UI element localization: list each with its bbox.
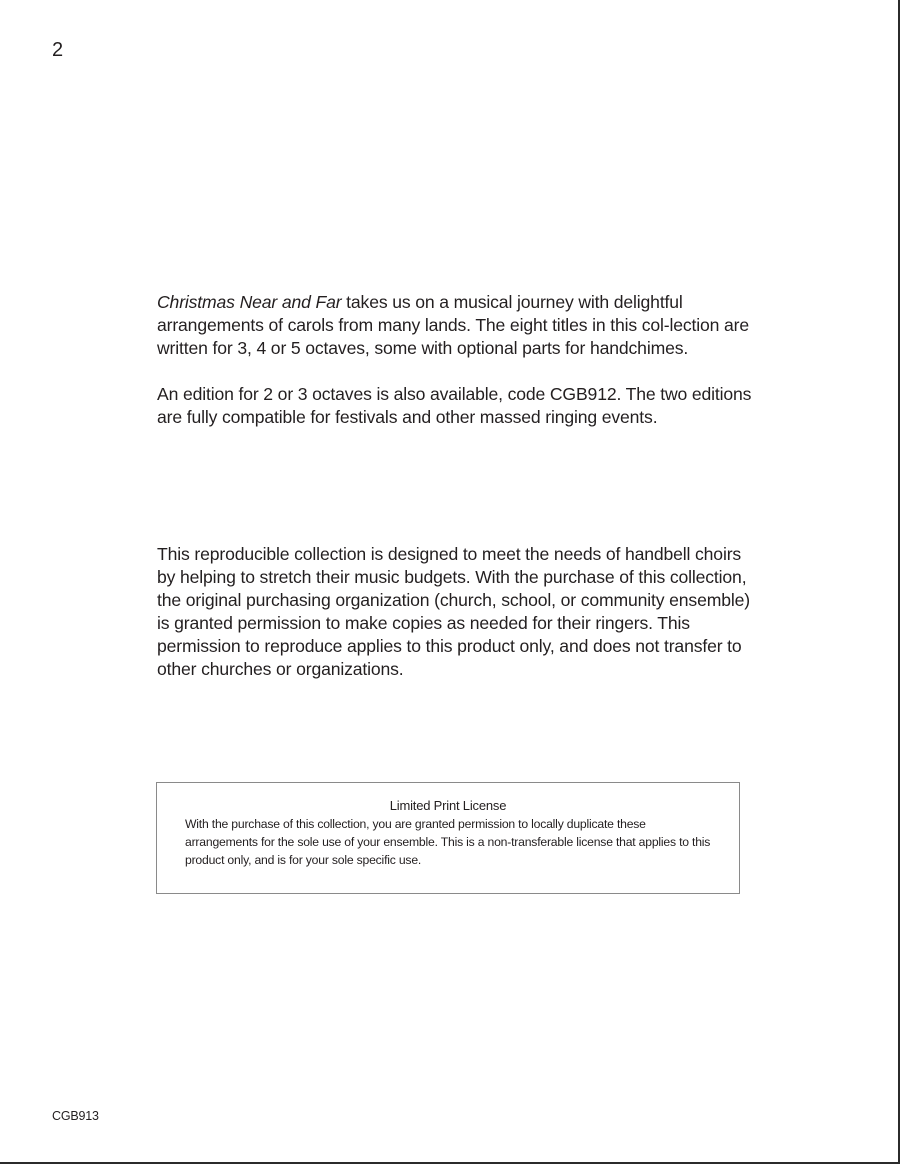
reproducible-paragraph: This reproducible collection is designed to meet the needs of handbell choirs by helping to stretch their music budgets. With the purchase of this collection, the original purchasing organization (church, school, or community ensemble) is granted permission to make copies as needed for their ringers. This permission to reproduce applies to this product only, and does not transfer to other churches or organizations. — [157, 544, 750, 679]
license-title: Limited Print License — [389, 798, 507, 813]
page-number: 2 — [52, 39, 64, 61]
intro-section — [157, 291, 757, 429]
intro-paragraph-1 — [157, 291, 757, 360]
collection-title: Christmas Near and Far — [157, 292, 342, 312]
license-text: With the purchase of this collection, you are granted permission to locally duplicate these arrangements for the sole use of your ensemble. This is a non-transferable license that applies to this product only, and is for your sole specific use. — [185, 817, 711, 867]
intro-paragraph-2: An edition for 2 or 3 octaves is also available, code CGB912. The two editions are fully compatible for festivals and other massed ringing events. — [157, 384, 752, 427]
reproducible-section — [157, 543, 757, 681]
product-code: CGB913 — [52, 1109, 99, 1123]
limited-print-license-box — [156, 782, 740, 894]
intro-paragraph-1-text: takes us on a musical journey with delightful arrangements of carols from many lands. The eight titles in this col-lection are written for 3, 4 or 5 octaves, some with optional parts for handchimes. — [157, 292, 750, 358]
